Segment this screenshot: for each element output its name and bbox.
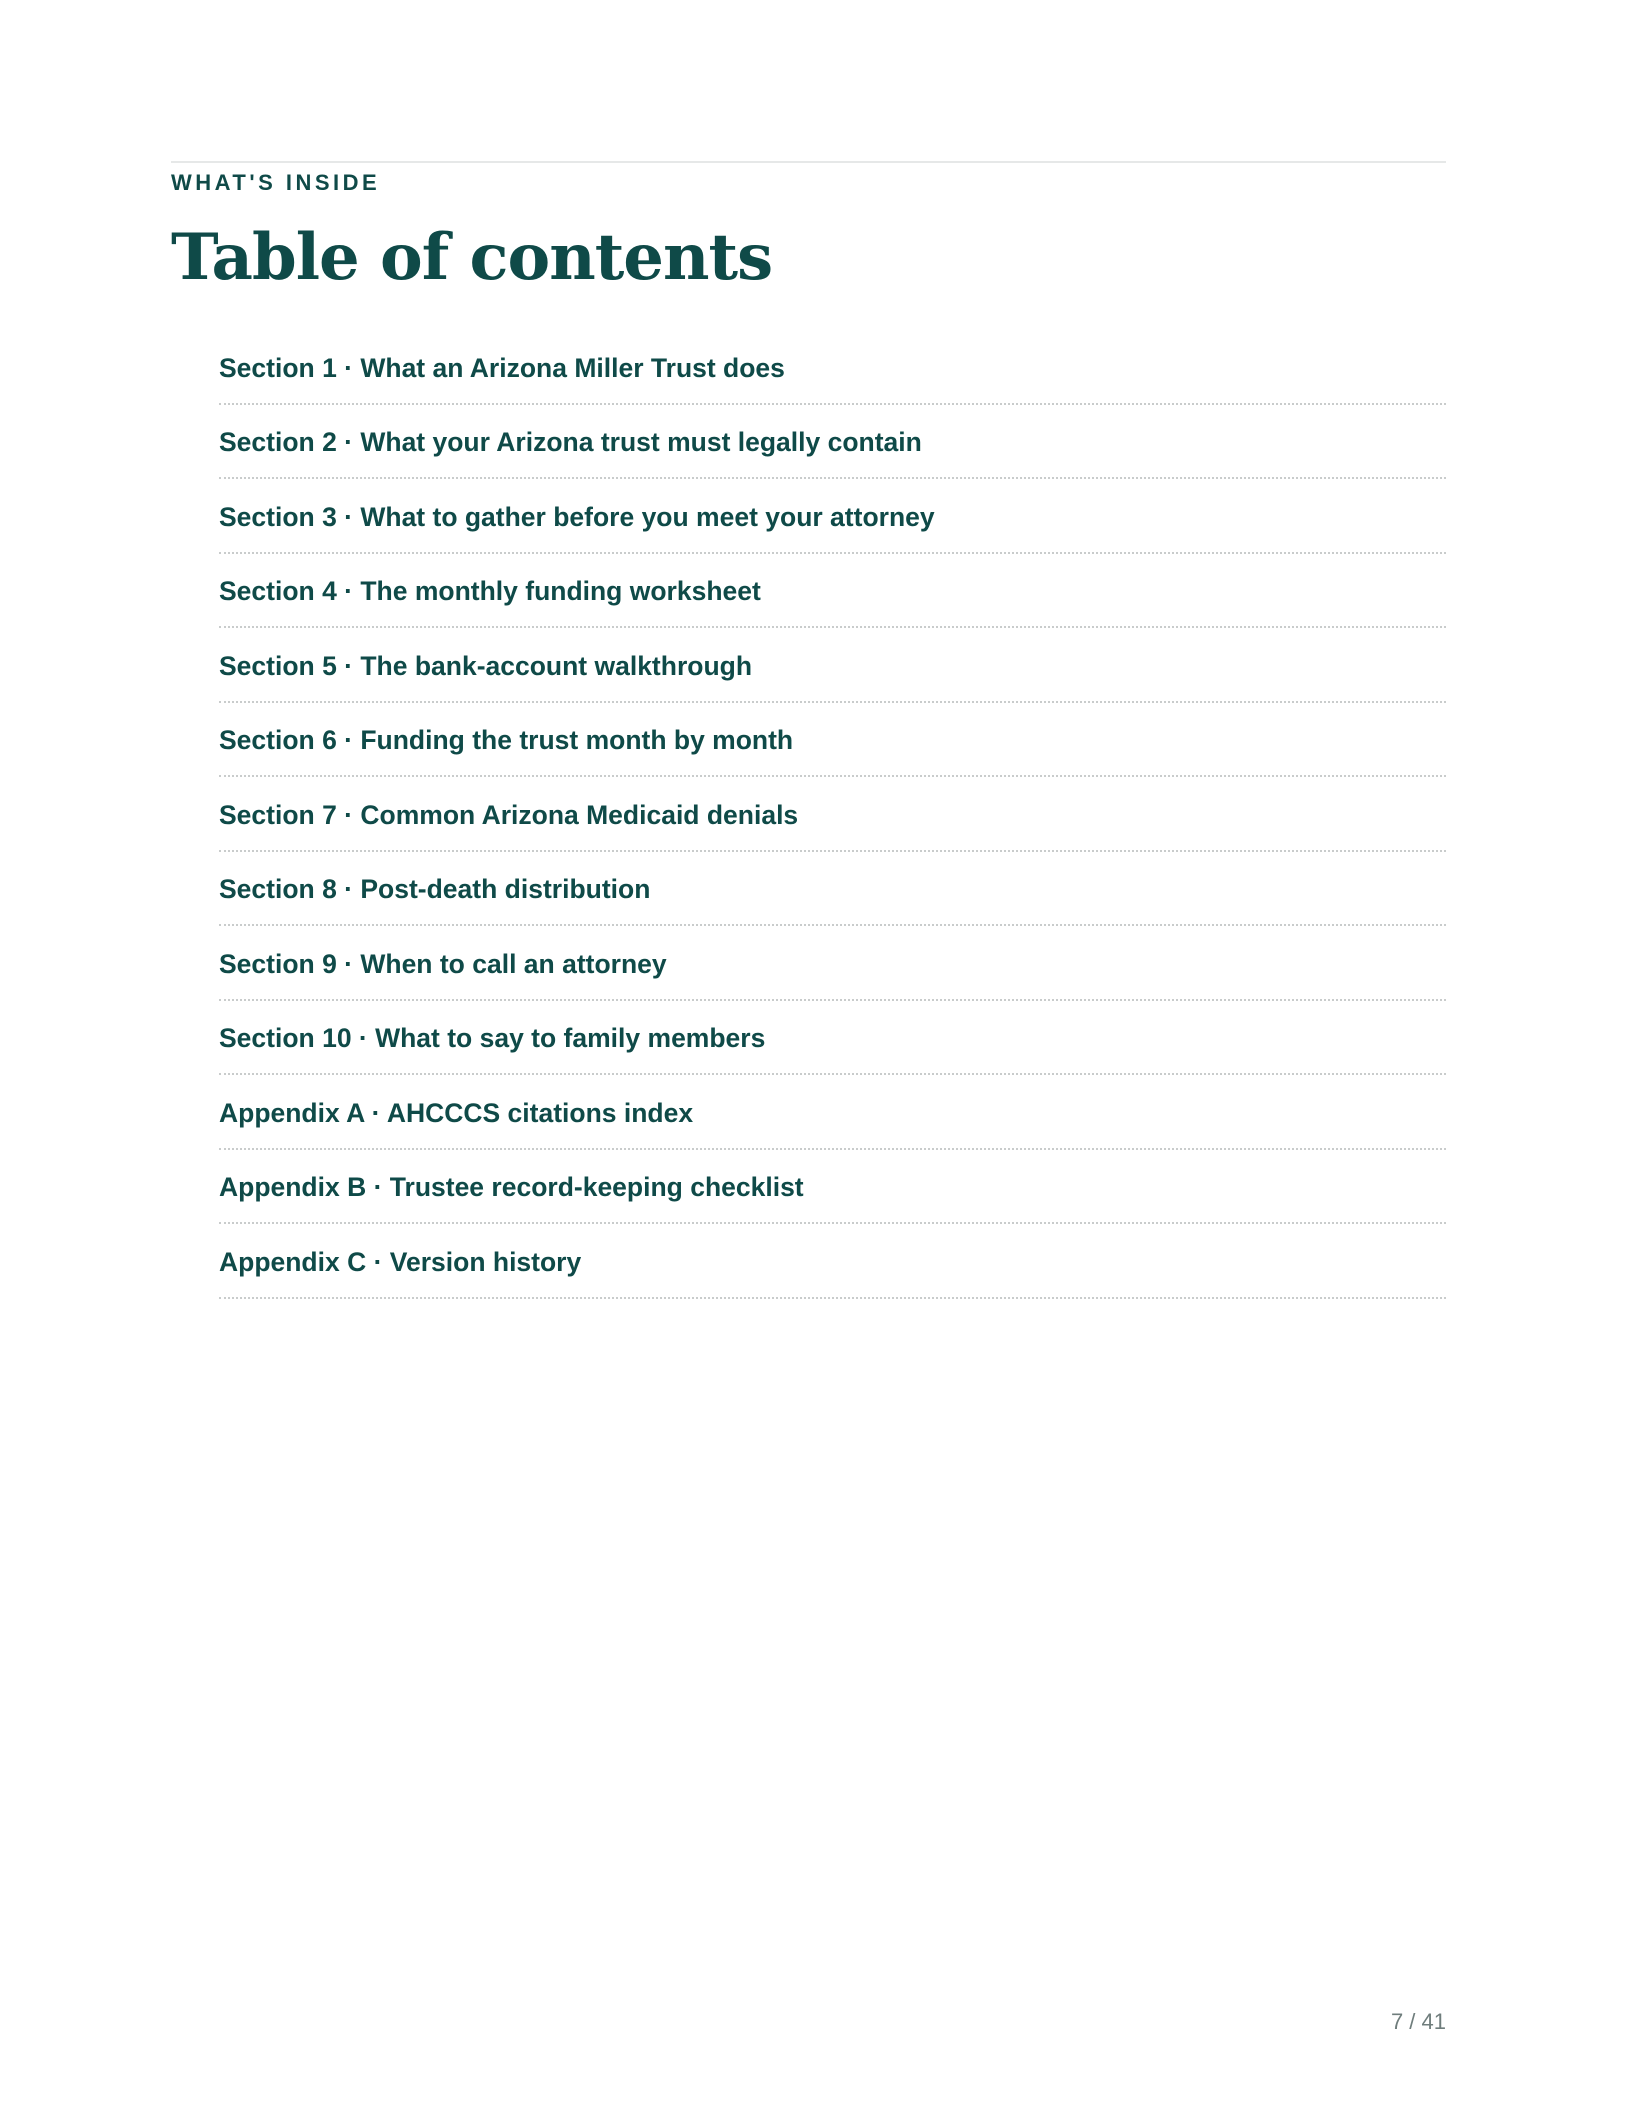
toc-link-appendix-b[interactable]: Appendix B · Trustee record-keeping checklist [219,1172,804,1203]
toc-link-section-2[interactable]: Section 2 · What your Arizona trust must legally contain [219,427,922,458]
toc-entry-section-5 [219,628,1446,703]
toc-link-section-7[interactable]: Section 7 · Common Arizona Medicaid denials [219,799,799,830]
document-page [171,161,1446,1315]
toc-link-section-8[interactable]: Section 8 · Post-death distribution [219,874,651,905]
toc-link-section-10[interactable]: Section 10 · What to say to family members [219,1023,766,1054]
toc-entry-section-3 [219,479,1446,554]
page-number: 7 / 41 [1390,2009,1446,2034]
page-title: Table of contents [171,220,773,295]
toc-entry-appendix-c [219,1224,1446,1299]
top-divider [171,161,1446,163]
toc-entry-section-10 [219,1001,1446,1076]
toc-link-section-3[interactable]: Section 3 · What to gather before you meet your attorney [219,501,935,532]
toc-link-section-5[interactable]: Section 5 · The bank-account walkthrough [219,650,753,681]
toc-entry-appendix-b [219,1150,1446,1225]
section-eyebrow: WHAT'S INSIDE [171,170,381,195]
toc-entry-section-8 [219,852,1446,927]
toc-entry-section-7 [219,777,1446,852]
toc-entry-appendix-a [219,1075,1446,1150]
toc-entry-section-6 [219,703,1446,778]
toc-link-section-4[interactable]: Section 4 · The monthly funding worksheet [219,576,761,607]
toc-entry-section-9 [219,926,1446,1001]
table-of-contents [219,330,1446,1299]
toc-link-appendix-a[interactable]: Appendix A · AHCCCS citations index [219,1097,694,1128]
toc-link-section-9[interactable]: Section 9 · When to call an attorney [219,948,667,979]
toc-link-section-6[interactable]: Section 6 · Funding the trust month by month [219,725,794,756]
toc-link-appendix-c[interactable]: Appendix C · Version history [219,1246,582,1277]
toc-entry-section-4 [219,554,1446,629]
toc-entry-section-2 [219,405,1446,480]
toc-link-section-1[interactable]: Section 1 · What an Arizona Miller Trust does [219,352,785,383]
toc-entry-section-1 [219,330,1446,405]
